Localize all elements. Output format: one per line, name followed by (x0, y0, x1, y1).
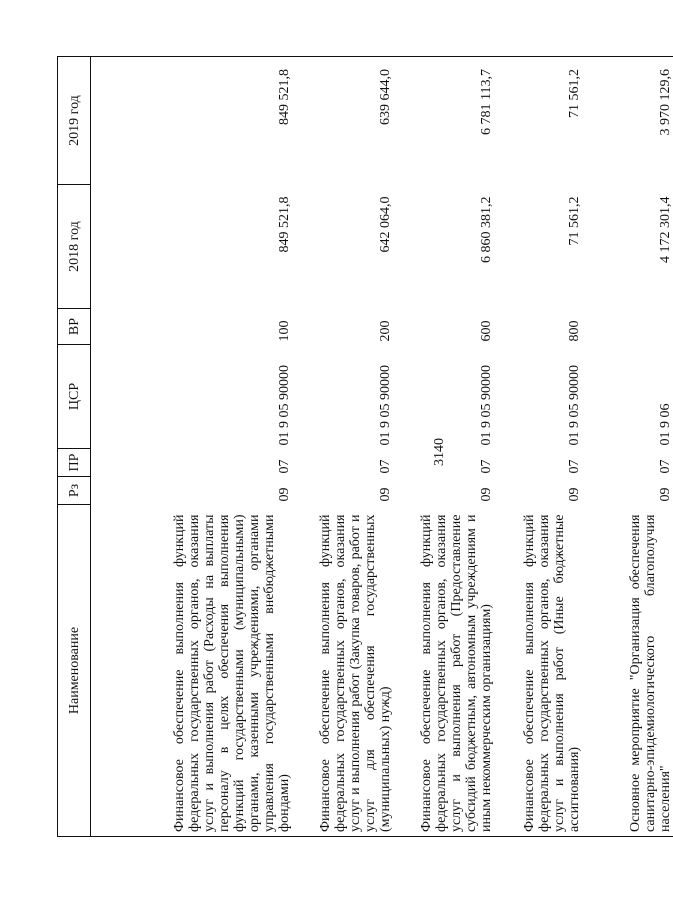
row-pr: 07 (479, 459, 494, 474)
row-2018: 71 561,2 (567, 196, 582, 246)
row-rz: 09 (277, 487, 292, 502)
header-rz: Рз (58, 477, 91, 505)
row-2018: 849 521,8 (277, 196, 292, 253)
page-number: 3140 (432, 438, 447, 466)
row-name: Финансовое обеспечение выполнения функций федеральных государственных органов, оказания услуг и выполнения работ (Предоставление субсидий бюджетным, автономным учреждениям и иным некоммерческим организациям) (393, 505, 494, 837)
row-2019: 639 644,0 (292, 57, 393, 185)
row-rz: 09 (658, 487, 673, 502)
row-2019: 6 781 113,7 (393, 57, 494, 185)
row-pr: 07 (567, 459, 582, 474)
row-name: Основное мероприятие "Организация обеспечения санитарно-эпидемиологического благополучия населения" (582, 505, 673, 837)
header-2019: 2019 год (58, 57, 91, 185)
row-name: Финансовое обеспечение выполнения функций федеральных государственных органов, оказания услуг и выполнения работ (Расходы на выплаты персоналу в целях обеспечения выполнения функций государственными (муниципальными) органами, казенными учреждениями, органами управления государственными внебюджетными фондами) (91, 505, 293, 837)
table-row (91, 57, 293, 837)
row-2018: 4 172 301,4 (658, 196, 673, 263)
row-2018: 642 064,0 (378, 196, 393, 253)
row-2019: 3 970 129,6 (582, 57, 673, 185)
row-2019: 849 521,8 (91, 57, 293, 185)
header-csr: ЦСР (58, 345, 91, 449)
row-csr: 01 9 05 90000 (479, 365, 494, 446)
row-name: Финансовое обеспечение выполнения функций федеральных государственных органов, оказания услуг и выполнения работ (Закупка товаров, работ и услуг для обеспечения государственных (муниципальных) нужд) (292, 505, 393, 837)
row-pr: 07 (658, 459, 673, 474)
header-pr: ПР (58, 449, 91, 477)
table-row (292, 57, 393, 837)
row-csr: 01 9 06 (658, 403, 673, 446)
header-2018: 2018 год (58, 185, 91, 309)
budget-table (57, 56, 673, 837)
rotated-table-container (57, 57, 673, 837)
table-row (582, 57, 673, 837)
row-pr: 07 (277, 459, 292, 474)
row-csr: 01 9 05 90000 (378, 365, 393, 446)
row-vr (582, 309, 673, 345)
row-pr: 07 (378, 459, 393, 474)
row-2019: 71 561,2 (494, 57, 582, 185)
row-csr: 01 9 05 90000 (567, 365, 582, 446)
row-rz: 09 (378, 487, 393, 502)
row-2018: 6 860 381,2 (479, 196, 494, 263)
row-rz: 09 (567, 487, 582, 502)
row-csr: 01 9 05 90000 (277, 365, 292, 446)
row-name: Финансовое обеспечение выполнения функций федеральных государственных органов, оказания услуг и выполнения работ (Иные бюджетные ассигнования) (494, 505, 582, 837)
row-vr: 600 (479, 320, 494, 342)
row-vr: 200 (378, 320, 393, 342)
table-row (393, 57, 494, 837)
row-vr: 100 (277, 320, 292, 342)
table-header-row (58, 57, 91, 837)
header-name: Наименование (58, 505, 91, 837)
row-vr: 800 (567, 320, 582, 342)
header-vr: ВР (58, 309, 91, 345)
row-rz: 09 (479, 487, 494, 502)
table-row (494, 57, 582, 837)
